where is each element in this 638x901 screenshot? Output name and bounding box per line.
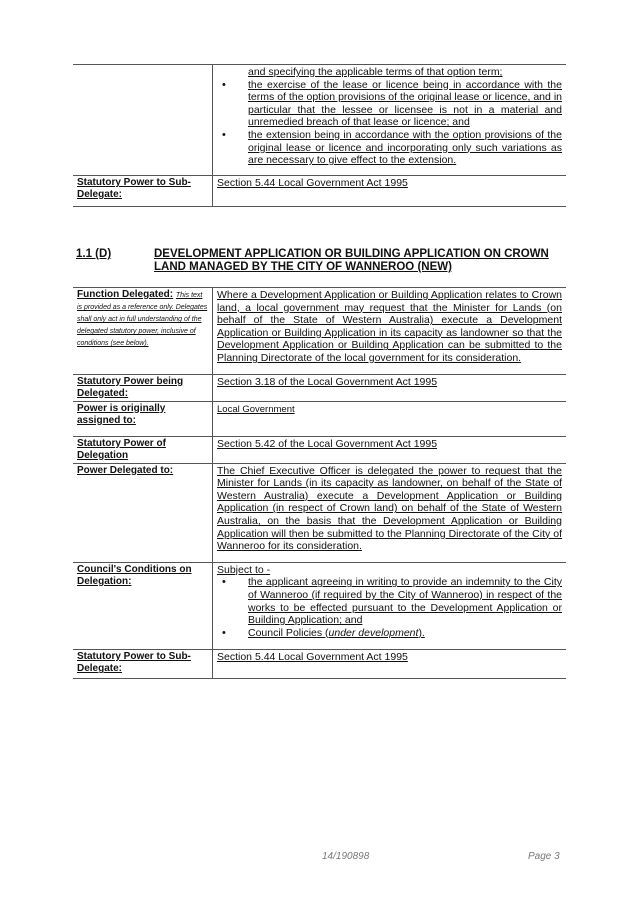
main-sub-delegate-value: Section 5.44 Local Government Act 1995 xyxy=(217,651,408,664)
conditions-row xyxy=(73,562,566,650)
conditions-intro: Subject to - xyxy=(217,563,271,576)
power-delegated-label-cell xyxy=(73,374,213,401)
power-delegated-value-cell xyxy=(213,374,567,401)
conditions-label: Council's Conditions on Delegation: xyxy=(77,563,192,587)
delegated-to-row xyxy=(73,463,566,562)
main-sub-delegate-value-cell xyxy=(213,650,567,679)
section-heading xyxy=(76,248,564,274)
function-value-cell xyxy=(213,288,567,375)
power-delegated-value: Section 3.18 of the Local Government Act 1995 xyxy=(217,375,438,388)
conditions-continuation-cell xyxy=(213,65,567,176)
power-delegated-row xyxy=(73,374,566,401)
power-of-delegation-label: Statutory Power of Delegation xyxy=(77,437,166,461)
power-of-delegation-label-cell xyxy=(73,436,213,463)
list-item: • the applicant agreeing in writing to provide an indemnity to the City of Wanneroo (if required by the City of Wanneroo) in respect of the works to be effected pursuant to the Development Application or Building Application; and xyxy=(217,576,562,626)
delegated-to-value: The Chief Executive Officer is delegated the power to request that the Minister for Lands (in its capacity as landowner, on behalf of the State of Western Australia) execute a Development Application or Building Application (in respect of Crown land) on behalf of the State of Western Australia, on the basis that the Development Application or Building Application will then be submitted to the Planning Directorate of the City of Wanneroo for its consideration. xyxy=(217,464,562,553)
delegated-to-label-cell xyxy=(73,463,213,562)
originally-assigned-value-cell xyxy=(213,401,567,436)
delegated-to-label: Power Delegated to: xyxy=(77,464,174,476)
originally-assigned-value: Local Government xyxy=(217,403,295,415)
list-item: • Council Policies (under development). xyxy=(217,627,562,640)
main-sub-delegate-row xyxy=(73,650,566,679)
conditions-continuation-row xyxy=(73,65,566,176)
function-label: Function Delegated: xyxy=(77,289,174,300)
conditions-value-cell xyxy=(213,562,567,650)
power-of-delegation-row xyxy=(73,436,566,463)
main-sub-delegate-label-cell xyxy=(73,650,213,679)
section-number: 1.1 (D) xyxy=(76,248,112,260)
sub-delegate-label: Statutory Power to Sub-Delegate: xyxy=(73,175,213,206)
main-delegation-table xyxy=(73,287,566,679)
page-number: Page 3 xyxy=(528,851,560,862)
continuation-text: and specifying the applicable terms of that option term; xyxy=(248,66,503,78)
function-row xyxy=(73,288,566,375)
function-value: Where a Development Application or Building Application relates to Crown land, a local government may request that the Minister for Lands (on behalf of the State of Western Australia) execute a Development Application or Building Application in its capacity as landowner so that the Development Application or Building Application can be submitted to the Planning Directorate of the local government for its consideration. xyxy=(217,289,562,364)
sub-delegate-value: Section 5.44 Local Government Act 1995 xyxy=(213,175,567,206)
list-item: • the extension being in accordance with the option provisions of the original lease or licence and incorporating only such variations as are necessary to give effect to the extension. xyxy=(217,129,562,167)
function-note: This text is provided as a reference only. Delegates shall only act in full understanding of the delegated statutory power, inclusive of conditions (see below). xyxy=(77,292,208,347)
empty-label-cell xyxy=(73,65,213,176)
power-delegated-label: Statutory Power being Delegated: xyxy=(77,375,184,399)
document-number: 14/190898 xyxy=(322,851,370,862)
originally-assigned-label-cell xyxy=(73,401,213,436)
originally-assigned-label: Power is originally assigned to: xyxy=(77,402,166,426)
power-of-delegation-value-cell xyxy=(213,436,567,463)
power-of-delegation-value: Section 5.42 of the Local Government Act 1995 xyxy=(217,437,438,450)
top-delegation-table xyxy=(73,64,566,207)
sub-delegate-row xyxy=(73,175,566,206)
function-label-cell xyxy=(73,288,213,375)
delegated-to-value-cell xyxy=(213,463,567,562)
conditions-label-cell xyxy=(73,562,213,650)
section-title: DEVELOPMENT APPLICATION OR BUILDING APPLICATION ON CROWN LAND MANAGED BY THE CITY OF WANNEROO (NEW) xyxy=(154,248,549,273)
originally-assigned-row xyxy=(73,401,566,436)
main-sub-delegate-label: Statutory Power to Sub-Delegate: xyxy=(77,651,191,675)
list-item: • the exercise of the lease or licence being in accordance with the terms of the option provisions of the original lease or licence, and in particular that the lessee or licensee is not in a material and unremedied breach of that lease or licence; and xyxy=(217,79,562,129)
